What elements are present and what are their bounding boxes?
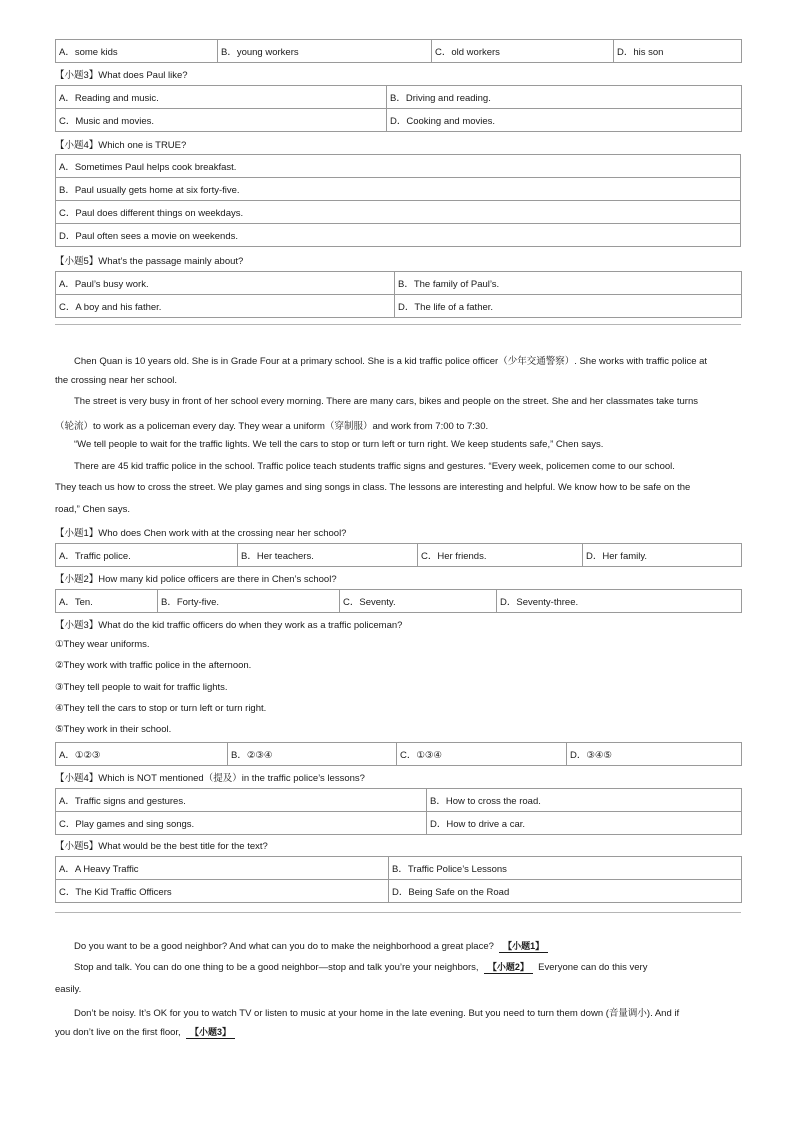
p2-q3-options xyxy=(55,742,742,766)
option-c[interactable]: C．Music and movies. xyxy=(56,109,387,132)
option-c[interactable]: C．Seventy. xyxy=(340,590,497,613)
p3-paragraph-3-cont xyxy=(55,1027,741,1039)
option-c[interactable]: C．Paul does different things on weekdays. xyxy=(56,201,741,224)
p1-q3-stem: 【小题3】What does Paul like? xyxy=(55,70,188,81)
p2-q2-options xyxy=(55,589,742,613)
p1-q5-stem: 【小题5】What’s the passage mainly about? xyxy=(55,256,244,267)
option-b[interactable]: B．Paul usually gets home at six forty-five. xyxy=(56,178,741,201)
blank-3[interactable]: 【小题3】 xyxy=(186,1027,235,1039)
option-b[interactable]: B．The family of Paul’s. xyxy=(395,272,742,295)
p1-q4-options xyxy=(55,154,741,247)
p3-paragraph-2 xyxy=(55,962,760,974)
p1-q3-options xyxy=(55,85,742,132)
p3-text: Stop and talk. You can do one thing to be a good neighbor—stop and talk you’re your neighbors, xyxy=(74,962,479,973)
p2-text-line: （轮流）to work as a policeman every day. They wear a uniform（穿制服）and work from 7:00 to 7:30. xyxy=(55,421,489,432)
p2-q3-statement: ③They tell people to wait for traffic lights. xyxy=(55,682,228,693)
p2-text-line: Chen Quan is 10 years old. She is in Grade Four at a primary school. She is a kid traffic police officer（少年交通警察）. She works with traffic police at xyxy=(74,356,708,367)
p2-text-line: The street is very busy in front of her school every morning. There are many cars, bikes and people on the street. She and her classmates take turns xyxy=(74,396,698,407)
p3-paragraph-1 xyxy=(55,941,760,953)
p1-q4-stem: 【小题4】Which one is TRUE? xyxy=(55,140,187,151)
option-d[interactable]: D．The life of a father. xyxy=(395,295,742,318)
option-b[interactable]: B．Driving and reading. xyxy=(387,86,742,109)
p2-q1-options xyxy=(55,543,742,567)
option-d[interactable]: D．How to drive a car. xyxy=(427,812,742,835)
p2-q3-statement: ②They work with traffic police in the afternoon. xyxy=(55,660,252,671)
p3-text: Do you want to be a good neighbor? And what can you do to make the neighborhood a great place? xyxy=(74,941,494,952)
p3-text-line: easily. xyxy=(55,984,82,995)
option-c[interactable]: C．Play games and sing songs. xyxy=(56,812,427,835)
p2-q4-options xyxy=(55,788,742,835)
p2-q3-stem: 【小题3】What do the kid traffic officers do when they work as a traffic policeman? xyxy=(55,620,403,631)
p3-text: Everyone can do this very xyxy=(538,962,648,973)
option-b[interactable]: B．Forty-five. xyxy=(158,590,340,613)
option-a[interactable]: A．Reading and music. xyxy=(56,86,387,109)
section-divider xyxy=(55,324,741,325)
option-d[interactable]: D．Paul often sees a movie on weekends. xyxy=(56,224,741,247)
option-b[interactable]: B．How to cross the road. xyxy=(427,789,742,812)
section-divider xyxy=(55,912,741,913)
p2-text-line: They teach us how to cross the street. We play games and sing songs in class. The lessons are interesting and helpful. We know how to be safe on the xyxy=(55,482,691,493)
p2-q3-statement: ⑤They work in their school. xyxy=(55,724,172,735)
p1-q5-options xyxy=(55,271,742,318)
p3-paragraph-3: Don’t be noisy. It’s OK for you to watch TV or listen to music at your home in the late evening. But you need to turn them down (音量调小). And if xyxy=(74,1008,680,1019)
option-d[interactable]: D．③④⑤ xyxy=(567,743,742,766)
blank-2[interactable]: 【小题2】 xyxy=(484,962,533,974)
option-a[interactable]: A．Traffic police. xyxy=(56,544,238,567)
option-d[interactable]: D．Seventy-three. xyxy=(497,590,742,613)
p2-q4-stem: 【小题4】Which is NOT mentioned（提及）in the traffic police’s lessons? xyxy=(55,773,365,784)
option-a[interactable]: A．Ten. xyxy=(56,590,158,613)
p2-q3-statement: ④They tell the cars to stop or turn left or turn right. xyxy=(55,703,267,714)
p1-q2-options xyxy=(55,39,742,63)
blank-1[interactable]: 【小题1】 xyxy=(499,941,548,953)
option-c[interactable]: C．A boy and his father. xyxy=(56,295,395,318)
option-a[interactable]: A．Traffic signs and gestures. xyxy=(56,789,427,812)
p2-q5-stem: 【小题5】What would be the best title for the text? xyxy=(55,841,268,852)
option-a[interactable]: A．A Heavy Traffic xyxy=(56,857,389,880)
option-d[interactable]: D．Being Safe on the Road xyxy=(389,880,742,903)
p2-text-line: road,” Chen says. xyxy=(55,504,130,515)
option-b[interactable]: B．Traffic Police’s Lessons xyxy=(389,857,742,880)
option-c[interactable]: C．①③④ xyxy=(397,743,567,766)
option-c[interactable]: C．old workers xyxy=(432,40,614,63)
option-c[interactable]: C．The Kid Traffic Officers xyxy=(56,880,389,903)
p3-text: you don’t live on the first floor, xyxy=(55,1027,181,1038)
option-a[interactable]: A．①②③ xyxy=(56,743,228,766)
option-b[interactable]: B．②③④ xyxy=(228,743,397,766)
p2-q3-statement: ①They wear uniforms. xyxy=(55,639,150,650)
option-b[interactable]: B．young workers xyxy=(218,40,432,63)
option-a[interactable]: A．Sometimes Paul helps cook breakfast. xyxy=(56,155,741,178)
option-d[interactable]: D．Her family. xyxy=(583,544,742,567)
p2-text-line: “We tell people to wait for the traffic lights. We tell the cars to stop or turn left or turn right. We keep students safe,” Chen says. xyxy=(74,439,604,450)
p2-text-line: There are 45 kid traffic police in the school. Traffic police teach students traffic signs and gestures. “Every week, policemen come to our school. xyxy=(74,461,675,472)
option-d[interactable]: D．Cooking and movies. xyxy=(387,109,742,132)
p2-q5-options xyxy=(55,856,742,903)
option-c[interactable]: C．Her friends. xyxy=(418,544,583,567)
p2-text-line: the crossing near her school. xyxy=(55,375,177,386)
option-d[interactable]: D．his son xyxy=(614,40,742,63)
p2-q1-stem: 【小题1】Who does Chen work with at the crossing near her school? xyxy=(55,528,347,539)
option-a[interactable]: A．Paul’s busy work. xyxy=(56,272,395,295)
option-b[interactable]: B．Her teachers. xyxy=(238,544,418,567)
p2-q2-stem: 【小题2】How many kid police officers are there in Chen’s school? xyxy=(55,574,337,585)
option-a[interactable]: A．some kids xyxy=(56,40,218,63)
